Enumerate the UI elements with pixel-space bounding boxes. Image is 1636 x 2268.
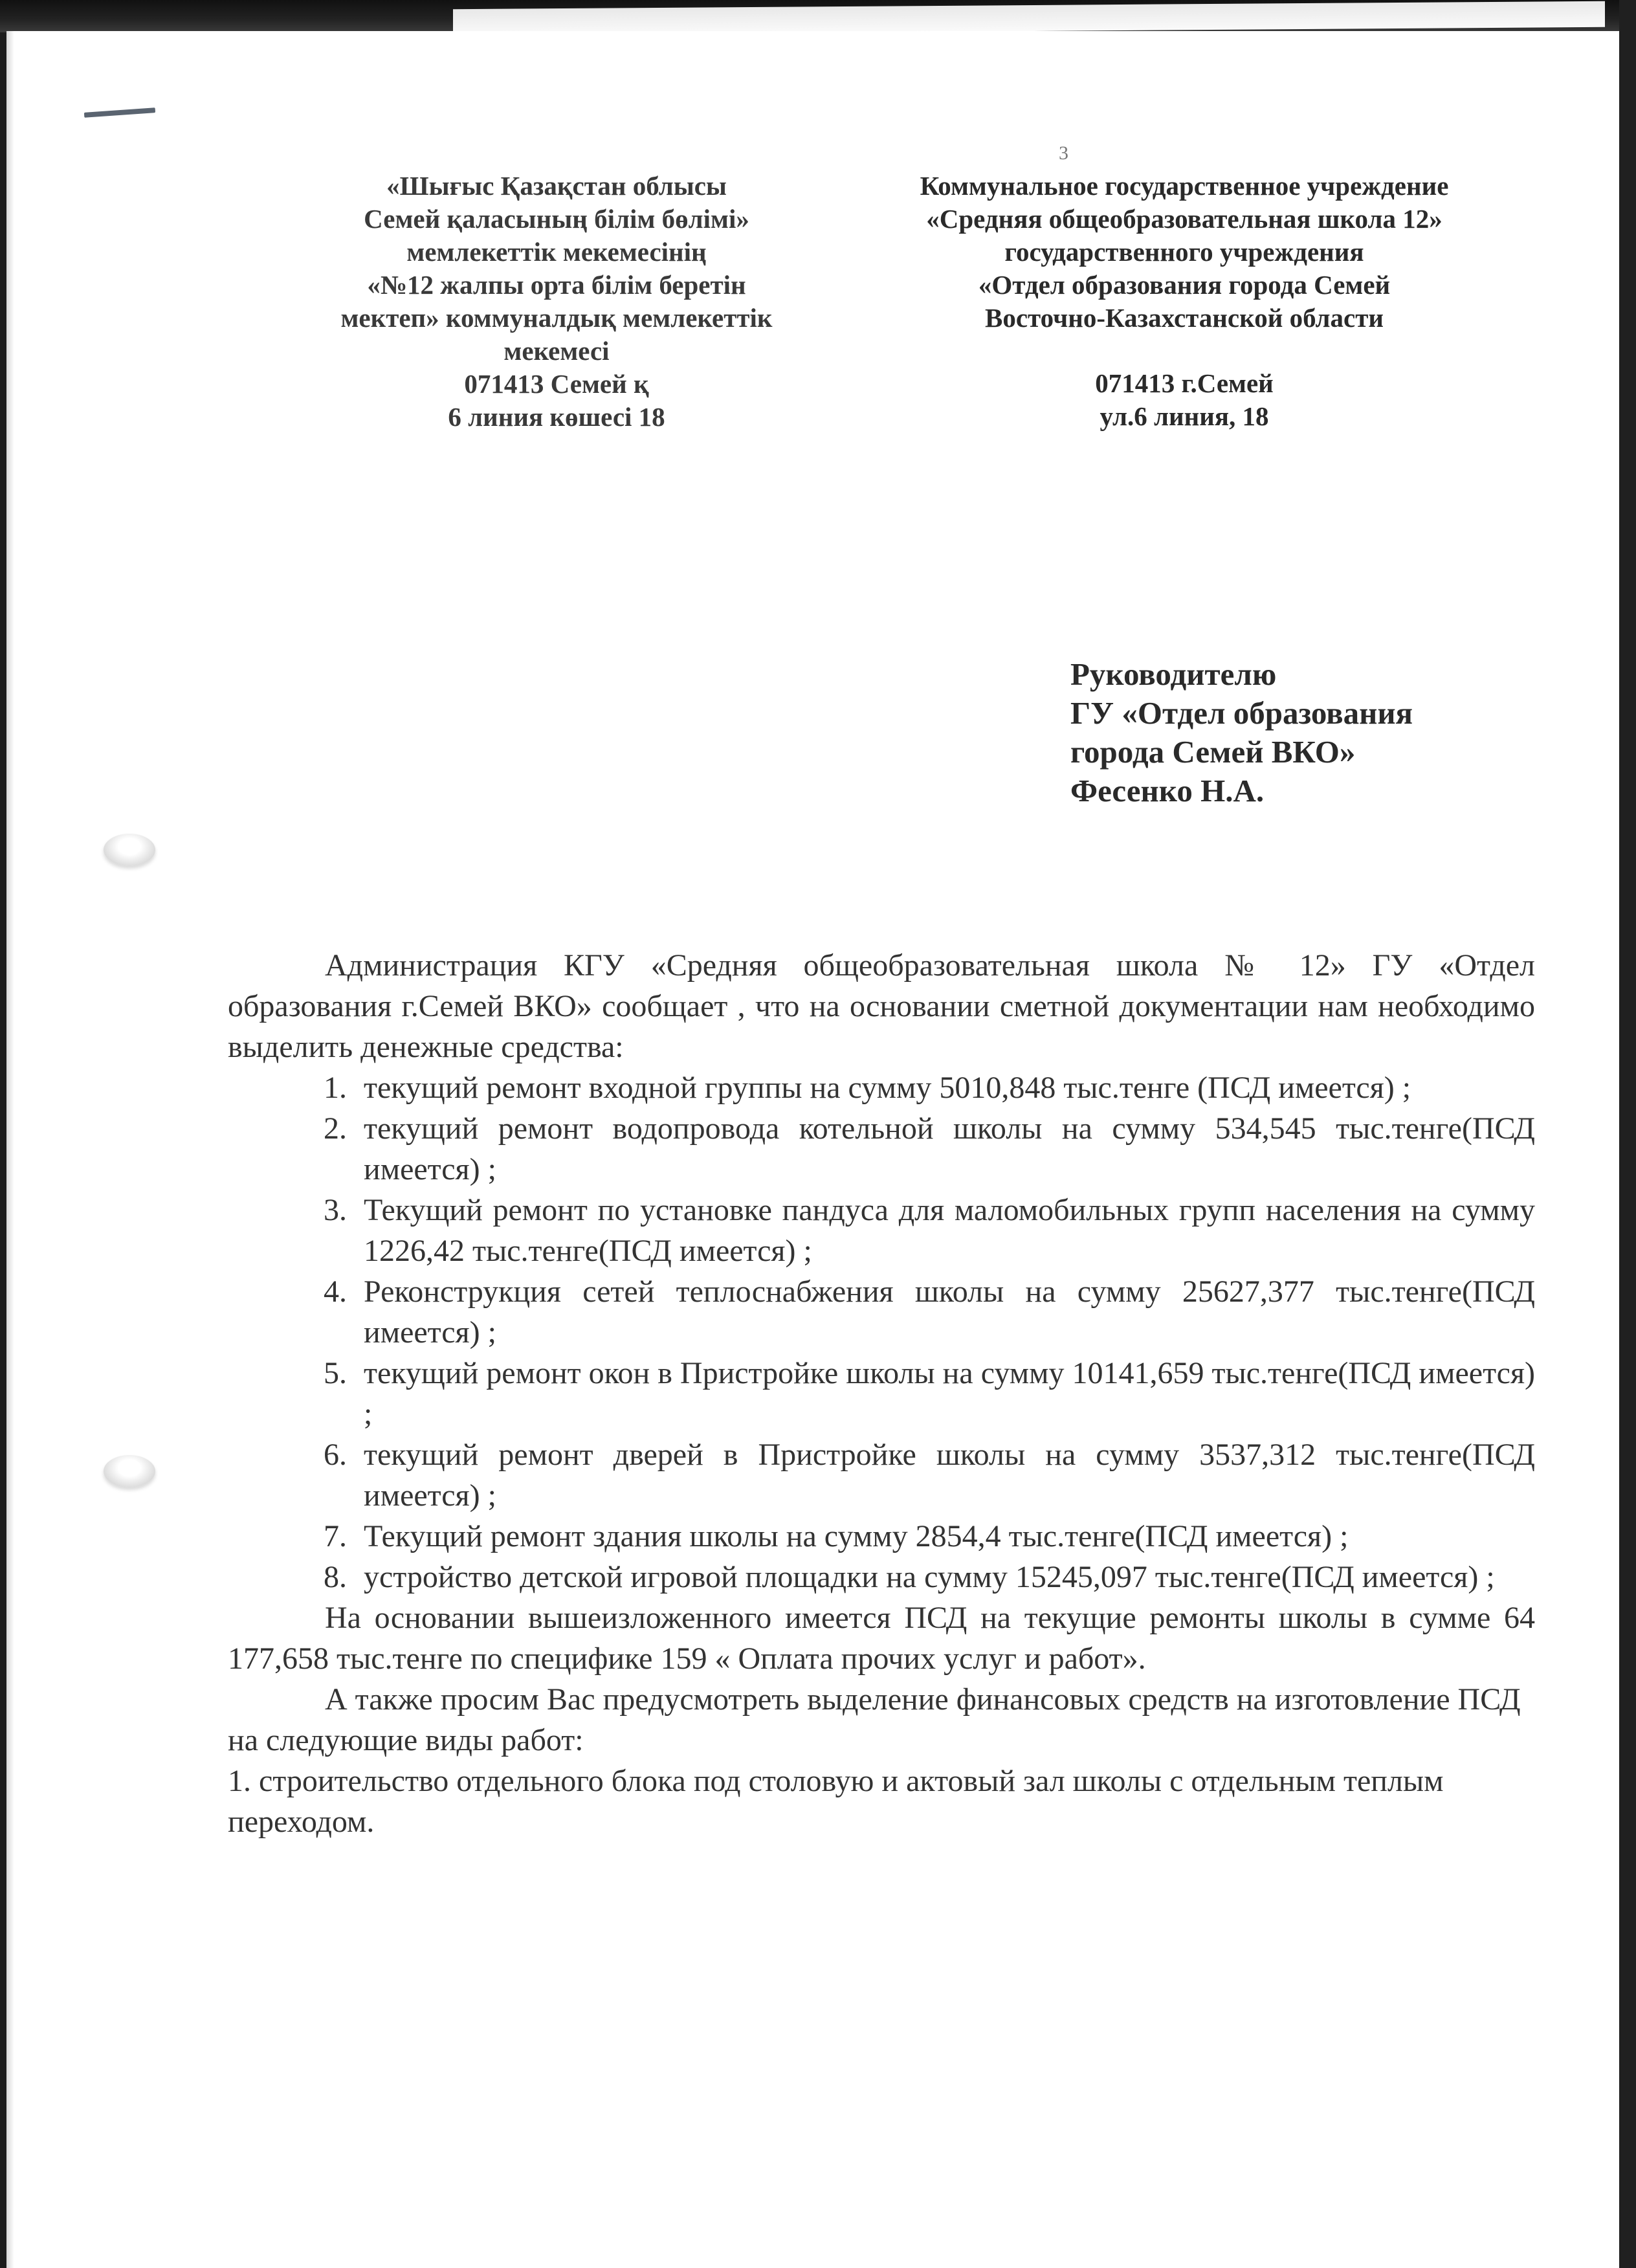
list-item: 4. Реконструкция сетей теплоснабжения школы на сумму 25627,377 тыс.тенге(ПСД имеется) ; — [355, 1271, 1535, 1353]
letterhead-address: 6 линия көшесі 18 — [448, 402, 665, 432]
addressee-line: города Семей ВКО» — [1070, 734, 1356, 770]
page-number: 3 — [1059, 142, 1068, 164]
letterhead-address: 071413 г.Семей — [1095, 368, 1274, 398]
addressee-name: Фесенко Н.А. — [1070, 773, 1265, 808]
letterhead-line: государственного учреждения — [1004, 237, 1364, 267]
scan-mark — [84, 107, 155, 118]
funding-items-list — [228, 1067, 1535, 1597]
letterhead-line: мекемесі — [503, 336, 610, 366]
letterhead-kazakh — [272, 170, 841, 434]
letterhead-line: «№12 жалпы орта білім беретін — [367, 270, 746, 300]
letter-body — [228, 945, 1535, 1842]
list-item: 8. устройство детской игровой площадки на сумму 15245,097 тыс.тенге(ПСД имеется) ; — [355, 1557, 1535, 1597]
summary-paragraph: На основании вышеизложенного имеется ПСД на текущие ремонты школы в сумме 64 177,658 тыс.тенге по специфике 159 « Оплата прочих услуг и работ». — [228, 1601, 1535, 1676]
letterhead-line: «Шығыс Қазақстан облысы — [386, 171, 727, 201]
addressee-line: ГУ «Отдел образования — [1070, 695, 1413, 731]
punch-hole-icon — [104, 1455, 155, 1487]
list-item: 5. текущий ремонт окон в Пристройке школы на сумму 10141,659 тыс.тенге(ПСД имеется) ; — [355, 1353, 1535, 1434]
list-item: 7. Текущий ремонт здания школы на сумму 2854,4 тыс.тенге(ПСД имеется) ; — [355, 1516, 1535, 1557]
letterhead-line: мектеп» коммуналдық мемлекеттік — [340, 303, 773, 333]
letterhead-line: Семей қаласының білім бөлімі» — [364, 204, 749, 234]
letterhead-line: мемлекеттік мекемесінің — [406, 237, 707, 267]
list-item: 6. текущий ремонт дверей в Пристройке школы на сумму 3537,312 тыс.тенге(ПСД имеется) ; — [355, 1434, 1535, 1516]
intro-paragraph: Администрация КГУ «Средняя общеобразовательная школа № 12» ГУ «Отдел образования г.Семей ВКО» сообщает , что на основании сметной документации нам необходимо выделить денежные средства: — [228, 948, 1535, 1064]
page-left-edge — [6, 31, 14, 2268]
addressee-block — [1070, 655, 1413, 810]
letterhead-line: Восточно-Казахстанской области — [984, 303, 1384, 333]
punch-hole-icon — [104, 834, 155, 866]
letterhead-address: ул.6 линия, 18 — [1100, 401, 1269, 431]
request-item: 1. строительство отдельного блока под столовую и актовый зал школы с отдельным теплым переходом. — [228, 1764, 1444, 1839]
letterhead-russian — [841, 170, 1527, 433]
list-item: 3. Текущий ремонт по установке пандуса для маломобильных групп населения на сумму 1226,42 тыс.тенге(ПСД имеется) ; — [355, 1190, 1535, 1271]
letterhead-line: «Отдел образования города Семей — [978, 270, 1391, 300]
list-item: 2. текущий ремонт водопровода котельной школы на сумму 534,545 тыс.тенге(ПСД имеется) ; — [355, 1108, 1535, 1190]
letterhead-line: «Средняя общеобразовательная школа 12» — [926, 204, 1443, 234]
letterhead-line: Коммунальное государственное учреждение — [920, 171, 1449, 201]
scan-border-right — [1619, 0, 1636, 2268]
letterhead-address: 071413 Семей қ — [464, 369, 649, 399]
addressee-line: Руководителю — [1070, 656, 1277, 692]
list-item: 1. текущий ремонт входной группы на сумму 5010,848 тыс.тенге (ПСД имеется) ; — [355, 1067, 1535, 1108]
request-paragraph: А также просим Вас предусмотреть выделение финансовых средств на изготовление ПСД на следующие виды работ: — [228, 1682, 1521, 1757]
